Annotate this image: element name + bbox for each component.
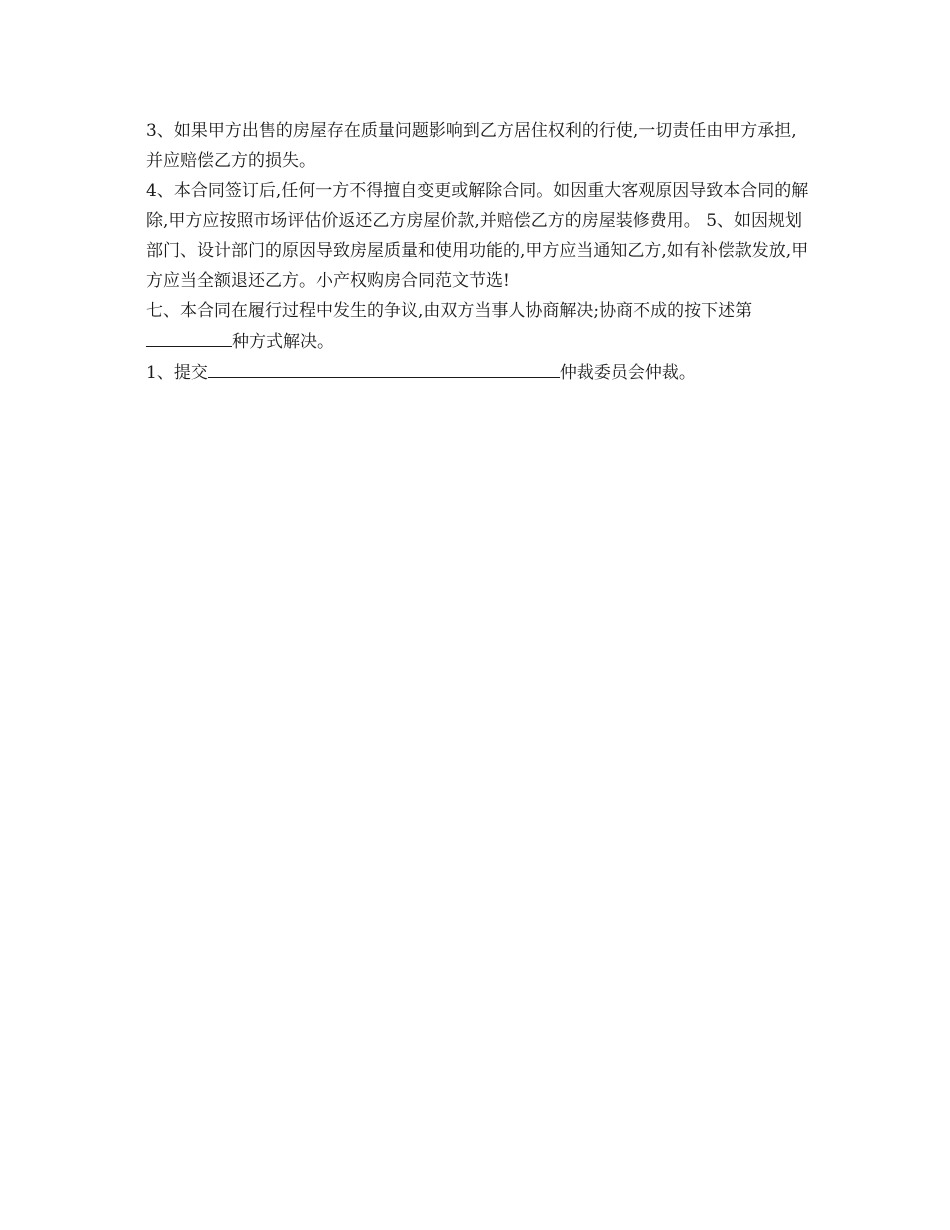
arbitration-option-1-text-after-blank: 仲裁委员会仲裁。	[559, 363, 696, 383]
arbitration-option-1-paragraph	[146, 357, 810, 388]
document-body	[146, 116, 810, 388]
article-7-text-after-blank: 种方式解决。	[232, 332, 334, 352]
clause-3-paragraph: 3、如果甲方出售的房屋存在质量问题影响到乙方居住权利的行使,一切责任由甲方承担,并应赔偿乙方的损失。	[146, 121, 797, 171]
arbitration-committee-blank	[208, 357, 560, 378]
arbitration-option-1-text-before-blank: 1、提交	[146, 363, 208, 383]
clause-4-paragraph: 4、本合同签订后,任何一方不得擅自变更或解除合同。如因重大客观原因导致本合同的解除,甲方应按照市场评估价返还乙方房屋价款,并赔偿乙方的房屋装修费用。 5、如因规划部门、设计部门的原因导致房屋质量和使用功能的,甲方应当通知乙方,如有补偿款发放,甲方应当全额退还乙方。小产权购房合同范文节选!	[146, 181, 809, 291]
article-7-text-before-blank: 七、本合同在履行过程中发生的争议,由双方当事人协商解决;协商不成的按下述第	[146, 301, 753, 321]
article-7-paragraph	[146, 296, 810, 357]
dispute-method-number-blank	[146, 326, 232, 347]
